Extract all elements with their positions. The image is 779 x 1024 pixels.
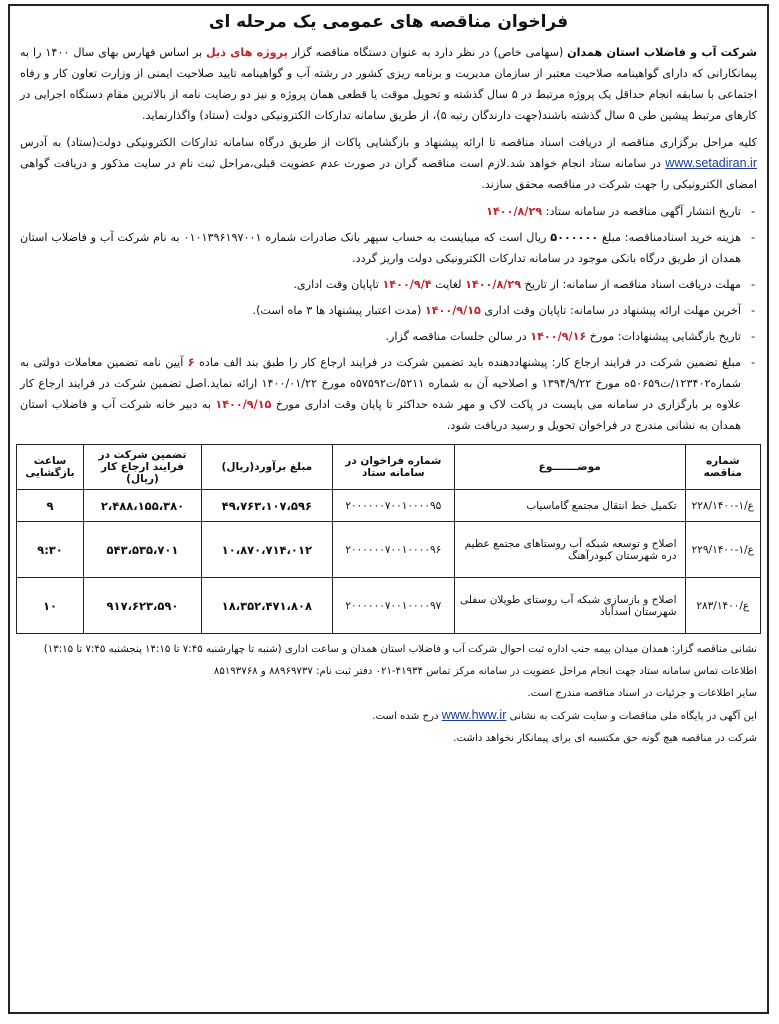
open-text-2: در سالن جلسات مناقصه گزار. bbox=[385, 330, 531, 343]
opening-item bbox=[20, 326, 757, 347]
company-name: شرکت آب و فاضلاب استان همدان bbox=[567, 46, 757, 59]
header-opening-time: ساعت بازگشایی bbox=[17, 445, 84, 490]
submit-text-1: آخرین مهلت ارائه پیشنهاد در سامانه: تاپایان وقت اداری bbox=[480, 304, 741, 317]
cell-estimate: ۱۸،۳۵۲،۴۷۱،۸۰۸ bbox=[201, 578, 332, 634]
notice-footer bbox=[10, 640, 767, 748]
deadline-item bbox=[20, 274, 757, 295]
cell-setad-no: ۲۰۰۰۰۰۰۷۰۰۱۰۰۰۰۹۵ bbox=[332, 490, 454, 522]
cell-subject: اصلاح و توسعه شبکه آب روستاهای مجتمع عظیم دره شهرستان کبودرآهنگ bbox=[454, 522, 685, 578]
fee-amount: ۵۰۰۰۰۰۰ bbox=[550, 231, 599, 244]
open-date: ۱۴۰۰/۹/۱۶ bbox=[530, 330, 587, 343]
fee-item bbox=[20, 227, 757, 269]
setad-text-1: کلیه مراحل برگزاری مناقصه از دریافت اسناد مناقصه تا ارائه پیشنهاد و بازگشایی پاکات از طریق درگاه سامانه تدارکات الکترونیکی دولت(ستاد) به آدرس bbox=[20, 136, 757, 149]
deadline-to: ۱۴۰۰/۹/۴ bbox=[382, 278, 432, 291]
cell-tender-no: ع/۲۸۳/۱۴۰۰ bbox=[685, 578, 760, 634]
footer-no-rights: شرکت در مناقصه هیچ گونه حق مکتسبه ای برای پیمانکار نخواهد داشت. bbox=[453, 733, 757, 744]
table-header-row bbox=[17, 445, 761, 490]
intro-paragraph bbox=[20, 42, 757, 126]
publish-date: ۱۴۰۰/۸/۲۹ bbox=[486, 205, 543, 218]
open-text-1: تاریخ بازگشایی پیشنهادات: مورخ bbox=[586, 330, 741, 343]
deadline-text-1: مهلت دریافت اسناد مناقصه از سامانه: از تاریخ bbox=[521, 278, 741, 291]
footer-address: نشانی مناقصه گزار: همدان میدان بیمه جنب اداره ثبت احوال شرکت آب و فاضلاب استان همدان و ساعت اداری (شنبه تا چهارشنبه ۷:۴۵ تا ۱۴:۱۵ پنجشنبه ۷:۴۵ تا ۱۳:۱۵) bbox=[43, 644, 757, 655]
footer-contact: اطلاعات تماس سامانه ستاد جهت انجام مراحل عضویت در سامانه مرکز تماس ۴۱۹۳۴-۰۲۱ دفتر ثبت نام: ۸۸۹۶۹۷۳۷ و ۸۵۱۹۳۷۶۸ bbox=[213, 666, 757, 677]
cell-subject: اصلاح و بازسازی شبکه آب روستای طویلان سفلی شهرستان اسدآباد bbox=[454, 578, 685, 634]
publish-date-item bbox=[20, 201, 757, 222]
submit-item bbox=[20, 300, 757, 321]
guarantee-article: ۶ bbox=[187, 356, 195, 369]
guarantee-text-2: آیین نامه تضمین معاملات دولتی به شماره۱۲۳۴۰۲/ت۵۰۶۵۹ه مورخ ۱۳۹۴/۹/۲۲ و اصلاحیه آن به شماره ۵۲۱۱/ت۵۷۵۹۲ه مورخ ۱۴۰۰/۰۱/۲۲ ارائه نماید.اصل تضمین شرکت در فرایند ارجاع کار علاوه بر بارگزاری در سامانه می بایست در پاکت لاک و مهر شده حداکثر تا پایان وقت اداری مورخ bbox=[20, 356, 741, 411]
cell-guarantee: ۹۱۷،۶۲۳،۵۹۰ bbox=[84, 578, 202, 634]
cell-guarantee: ۵۴۳،۵۳۵،۷۰۱ bbox=[84, 522, 202, 578]
publish-label: تاریخ انتشار آگهی مناقصه در سامانه ستاد: bbox=[542, 205, 741, 218]
site-link[interactable]: www.hww.ir bbox=[441, 708, 507, 722]
cell-opening-time: ۱۰ bbox=[17, 578, 84, 634]
table-row bbox=[17, 578, 761, 634]
publish-before: این آگهی در پایگاه ملی مناقصات و سایت شرکت به نشانی bbox=[506, 711, 757, 722]
header-setad-no: شماره فراخوان در سامانه ستاد bbox=[332, 445, 454, 490]
intro-text-2: بر اساس فهارس بهای سال ۱۴۰۰ را به پیمانکارانی که دارای گواهینامه صلاحیت معتبر از سازمان مدیریت و برنامه ریزی کشور در رشته آب و گواهینامه تایید صلاحیت ایمنی از وزارت تعاون کار و رفاه اجتماعی با سابقه انجام حداقل یک پروژه مرتبط در ۵ سال گذشته و تحویل موقت یا قطعی همان پروژه و نیز دو رضایت نامه از بالاترین مقام دستگاه اجرایی در کارهای مرتبط پیشین طی ۵ سال گذشته باشند(جهت دارندگان رتبه ۵)، از طریق سامانه تدارکات الکترونیکی دولت (ستاد) واگذارنماید. bbox=[20, 46, 757, 122]
setad-text-2: در سامانه ستاد انجام خواهد شد.لازم است مناقصه گران در صورت عدم عضویت قبلی،مراحل ثبت نام در سایت مذکور و دریافت گواهی امضای الکترونیکی را جهت شرکت در مناقصه محقق سازند. bbox=[20, 157, 757, 191]
table-row bbox=[17, 490, 761, 522]
notice-body bbox=[10, 42, 767, 436]
projects-highlight: پروژه های ذیل bbox=[206, 46, 288, 59]
cell-opening-time: ۹ bbox=[17, 490, 84, 522]
cell-guarantee: ۲،۴۸۸،۱۵۵،۳۸۰ bbox=[84, 490, 202, 522]
guarantee-text-3: به دبیر خانه شرکت آب و فاضلاب استان همدان به نشانی مندرج در فراخوان تحویل و رسید دریافت شود. bbox=[20, 398, 741, 432]
cell-setad-no: ۲۰۰۰۰۰۰۷۰۰۱۰۰۰۰۹۶ bbox=[332, 522, 454, 578]
footer-more-info: سایر اطلاعات و جزئیات در اسناد مناقصه مندرج است. bbox=[527, 688, 757, 699]
submit-text-2: (مدت اعتبار پیشنهاد ها ۳ ماه است). bbox=[252, 304, 425, 317]
fee-text-1: هزینه خرید اسنادمناقصه: مبلغ bbox=[598, 231, 741, 244]
header-subject: موضـــــــوع bbox=[454, 445, 685, 490]
setad-link[interactable]: www.setadiran.ir bbox=[665, 156, 757, 170]
publish-after: درج شده است. bbox=[372, 711, 442, 722]
setad-paragraph bbox=[20, 132, 757, 195]
fee-text-2: ریال است که میبایست به حساب سپهر بانک صادرات شماره ۰۱۰۱۳۹۶۱۹۷۰۰۱ به نام شرکت آب و فاضلاب استان همدان از طریق درگاه بانکی موجود در سامانه تدارکات الکترونیکی دولت واریز گردد. bbox=[20, 231, 741, 265]
submit-date: ۱۴۰۰/۹/۱۵ bbox=[424, 304, 481, 317]
footer-publish bbox=[20, 706, 757, 726]
guarantee-item bbox=[20, 352, 757, 436]
cell-subject: تکمیل خط انتقال مجتمع گاماسیاب bbox=[454, 490, 685, 522]
cell-opening-time: ۹:۳۰ bbox=[17, 522, 84, 578]
header-guarantee: تضمین شرکت در فرایند ارجاع کار (ریال) bbox=[84, 445, 202, 490]
deadline-text-3: تاپایان وقت اداری. bbox=[293, 278, 383, 291]
header-estimate: مبلغ برآورد(ریال) bbox=[201, 445, 332, 490]
cell-setad-no: ۲۰۰۰۰۰۰۷۰۰۱۰۰۰۰۹۷ bbox=[332, 578, 454, 634]
tender-table bbox=[16, 444, 761, 634]
cell-estimate: ۱۰،۸۷۰،۷۱۴،۰۱۲ bbox=[201, 522, 332, 578]
cell-tender-no: ع/۱-۲۲۸/۱۴۰۰ bbox=[685, 490, 760, 522]
guarantee-date: ۱۴۰۰/۹/۱۵ bbox=[215, 398, 272, 411]
guarantee-text-1: مبلغ تضمین شرکت در فرایند ارجاع کار: پیشنهاددهنده باید تضمین شرکت در فرایند ارجاع کار را طبق بند الف ماده bbox=[194, 356, 741, 369]
notice-title: فراخوان مناقصه های عمومی یک مرحله ای bbox=[208, 12, 569, 32]
deadline-from: ۱۴۰۰/۸/۲۹ bbox=[465, 278, 522, 291]
header-tender-no: شماره مناقصه bbox=[685, 445, 760, 490]
intro-text-1: (سهامی خاص) در نظر دارد به عنوان دستگاه مناقصه گزار bbox=[287, 46, 568, 59]
deadline-text-2: لغایت bbox=[431, 278, 466, 291]
tender-notice bbox=[8, 4, 769, 1014]
cell-tender-no: ع/۱-۲۲۹/۱۴۰۰ bbox=[685, 522, 760, 578]
cell-estimate: ۴۹،۷۶۳،۱۰۷،۵۹۶ bbox=[201, 490, 332, 522]
table-row bbox=[17, 522, 761, 578]
